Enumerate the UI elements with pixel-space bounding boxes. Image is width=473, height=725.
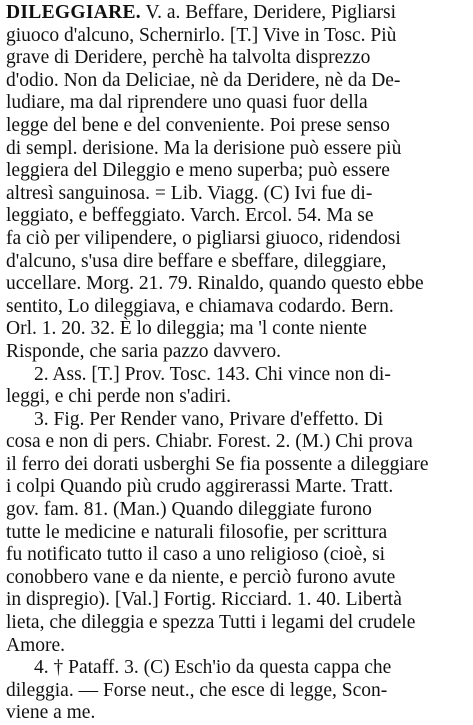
- sense-3-line-10: lieta, che dileggia e spezza Tutti i legami del crudele: [6, 612, 416, 634]
- sense-3-line-6: tutte le medicine e naturali filosofie, per scrittura: [6, 521, 388, 543]
- sense-3-line-3: il ferro dei dorati usberghi Se fia possente a dileggiare: [6, 453, 429, 475]
- text-line-15: Orl. 1. 20. 32. È lo dileggia; ma 'l conte niente: [6, 318, 367, 340]
- headword: DILEGGIARE.: [6, 2, 141, 23]
- text-line-10: leggiato, e beffeggiato. Varch. Ercol. 54. Ma se: [6, 205, 374, 227]
- text-line-7: di sempl. derisione. Ma la derisione può essere più: [6, 137, 402, 159]
- text-line-4: d'odio. Non da Deliciae, nè da Deridere, nè da De-: [6, 69, 401, 91]
- sense-3-line-4: i colpi Quando più crudo aggirerassi Marte. Tratt.: [6, 476, 394, 498]
- text-line-13: uccellare. Morg. 21. 79. Rinaldo, quando questo ebbe: [6, 273, 424, 295]
- sense-3-line-1: 3. Fig. Per Render vano, Privare d'effetto. Di: [34, 408, 384, 430]
- sense-3-line-8: conobbero vane e da niente, e perciò furono avute: [6, 566, 396, 588]
- sense-3-line-2: cosa e non di pers. Chiabr. Forest. 2. (M.) Chi prova: [6, 431, 413, 453]
- text-line-2: giuoco d'alcuno, Schernirlo. [T.] Vive in Tosc. Più: [6, 24, 397, 46]
- sense-4-line-3: viene a me.: [6, 702, 96, 724]
- text-line-14: sentito, Lo dileggiava, e chiamava codardo. Bern.: [6, 295, 394, 317]
- sense-3-line-7: fu notificato tutto il caso a uno religioso (cioè, si: [6, 544, 386, 566]
- text-line-9: altresì sanguinosa. = Lib. Viagg. (C) Ivi fue di-: [6, 182, 373, 204]
- sense-4-line-2: dileggia. — Forse neut., che esce di legge, Scon-: [6, 679, 388, 701]
- text-line-8: leggiera del Dileggio e meno superba; può essere: [6, 160, 390, 182]
- text-line-1: [6, 2, 463, 25]
- text-line-16: Risponde, che saria pazzo davvero.: [6, 340, 282, 362]
- text-line-6: legge del bene e del conveniente. Poi prese senso: [6, 114, 390, 136]
- text-line-11: fa ciò per vilipendere, o pigliarsi giuoco, ridendosi: [6, 227, 401, 249]
- text-line-3: grave di Deridere, perchè ha talvolta disprezzo: [6, 47, 371, 69]
- definition-start: V. a. Beffare, Deridere, Pigliarsi: [145, 2, 397, 23]
- sense-4-line-1: 4. † Pataff. 3. (C) Esch'io da questa cappa che: [34, 657, 392, 679]
- text-line-5: ludiare, ma dal riprendere uno quasi fuor della: [6, 92, 368, 114]
- text-line-12: d'alcuno, s'usa dire beffare e sbeffare, dileggiare,: [6, 250, 387, 272]
- sense-3-line-9: in dispregio). [Val.] Fortig. Ricciard. 1. 40. Libertà: [6, 589, 402, 611]
- sense-3-line-11: Amore.: [6, 634, 66, 656]
- sense-2-line-2: leggi, e chi perde non s'adiri.: [6, 386, 231, 408]
- sense-3-line-5: gov. fam. 81. (Man.) Quando dileggiate furono: [6, 499, 372, 521]
- sense-2-line-1: 2. Ass. [T.] Prov. Tosc. 143. Chi vince non di-: [34, 363, 391, 385]
